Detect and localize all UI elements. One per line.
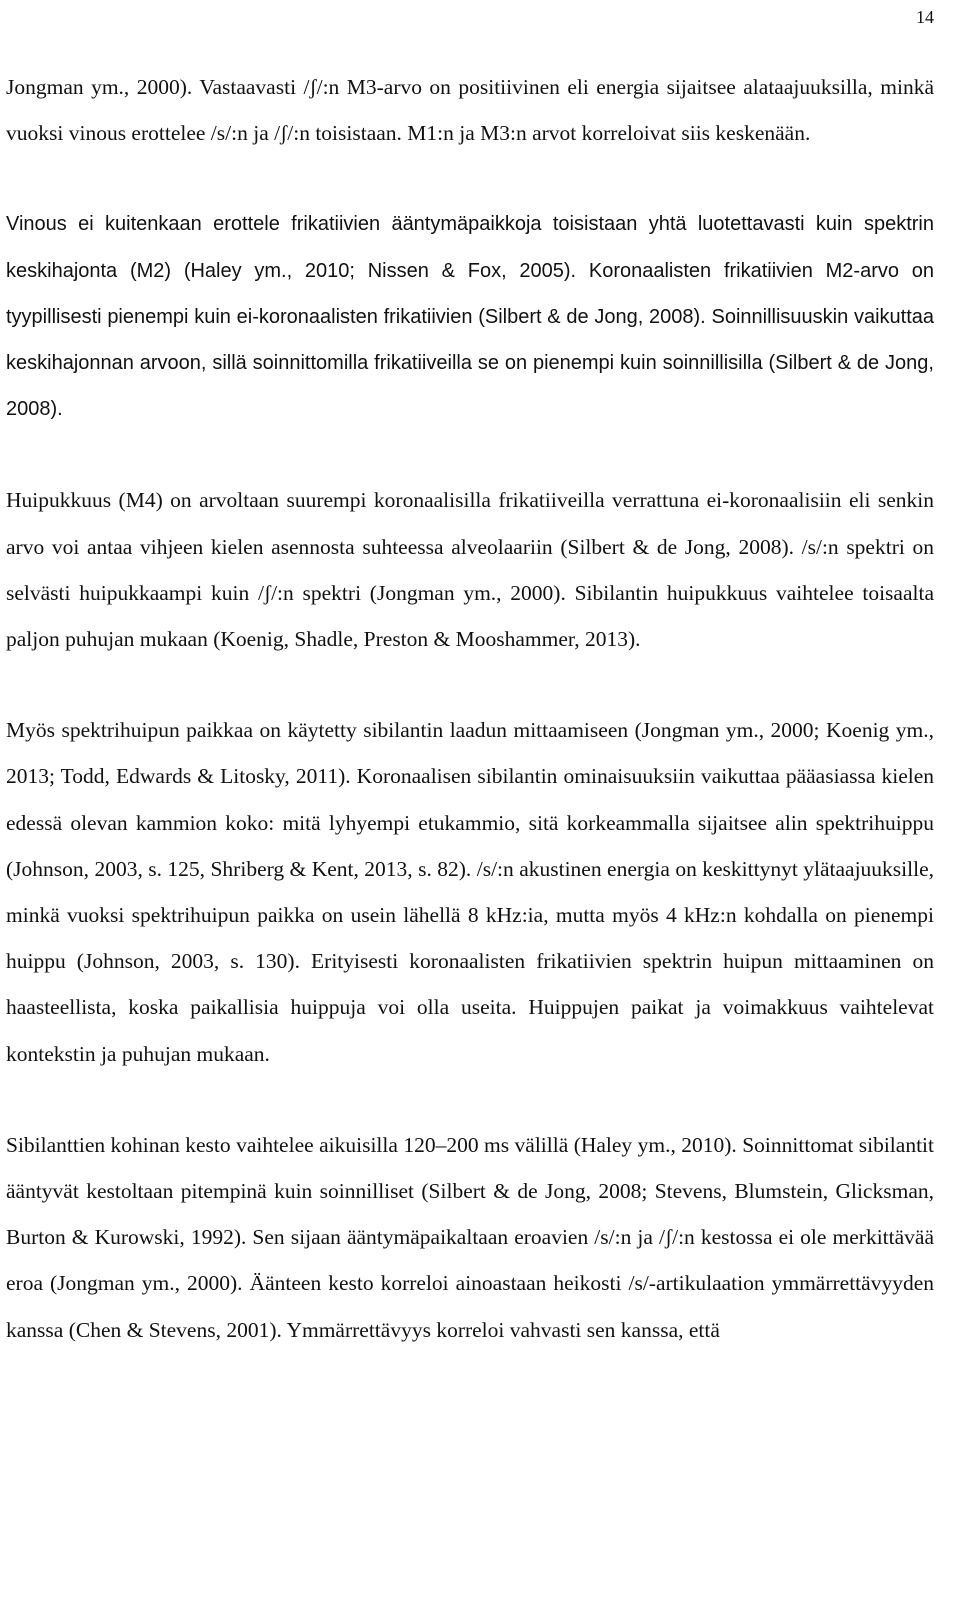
paragraph-noise-duration: Sibilanttien kohinan kesto vaihtelee aikuisilla 120–200 ms välillä (Haley ym., 2010). Soinnittomat sibilantit ääntyvät kestoltaan pitempinä kuin soinnilliset (Silbert & de Jong, 2008; Stevens, Blumstein, Glicksman, Burton & Kurowski, 1992). Sen sijaan ääntymäpaikaltaan eroavien /s/:n ja /ʃ/:n kestossa ei ole merkittävää eroa (Jongman ym., 2000). Äänteen kesto korreloi ainoastaan heikosti /s/-artikulaation ymmärrettävyyden kanssa (Chen & Stevens, 2001). Ymmärrettävyys korreloi vahvasti sen kanssa, että — [6, 1132, 934, 1342]
paragraph-m2-standard-deviation: Vinous ei kuitenkaan erottele frikatiivien ääntymäpaikkoja toisistaan yhtä luotettavasti kuin spektrin keskihajonta (M2) (Haley ym., 2010; Nissen & Fox, 2005). Koronaalisten frikatiivien M2-arvo on tyypillisesti pienempi kuin ei-koronaalisten frikatiivien (Silbert & de Jong, 2008). Soinnillisuuskin vaikuttaa keskihajonnan arvoon, sillä soinnittomilla frikatiiveilla se on pienempi kuin soinnillisilla (Silbert & de Jong, 2008). — [6, 213, 934, 421]
paragraph-m4-kurtosis: Huipukkuus (M4) on arvoltaan suurempi koronaalisilla frikatiiveilla verrattuna ei-koronaalisiin eli senkin arvo voi antaa vihjeen kielen asennosta suhteessa alveolaariin (Silbert & de Jong, 2008). /s/:n spektri on selvästi huipukkaampi kuin /ʃ/:n spektri (Jongman ym., 2000). Sibilantin huipukkuus vaihtelee toisaalta paljon puhujan mukaan (Koenig, Shadle, Preston & Mooshammer, 2013). — [6, 488, 934, 652]
body-text — [6, 64, 934, 1353]
paragraph-spectral-peak: Myös spektrihuipun paikkaa on käytetty sibilantin laadun mittaamiseen (Jongman ym., 2000; Koenig ym., 2013; Todd, Edwards & Litosky, 2011). Koronaalisen sibilantin ominaisuuksiin vaikuttaa pääasiassa kielen edessä olevan kammion koko: mitä lyhyempi etukammio, sitä korkeammalla sijaitsee alin spektrihuippu (Johnson, 2003, s. 125, Shriberg & Kent, 2013, s. 82). /s/:n akustinen energia on keskittynyt ylätaajuuksille, minkä vuoksi spektrihuipun paikka on usein lähellä 8 kHz:ia, mutta myös 4 kHz:n kohdalla on pienempi huippu (Johnson, 2003, s. 130). Erityisesti koronaalisten frikatiivien spektrin huipun mittaaminen on haasteellista, koska paikallisia huippuja voi olla useita. Huippujen paikat ja voimakkuus vaihtelevat kontekstin ja puhujan mukaan. — [6, 718, 934, 1066]
paragraph-m3-skewness: Jongman ym., 2000). Vastaavasti /ʃ/:n M3-arvo on positiivinen eli energia sijaitsee alataajuuksilla, minkä vuoksi vinous erottelee /s/:n ja /ʃ/:n toisistaan. M1:n ja M3:n arvot korreloivat siis keskenään. — [6, 75, 934, 146]
page-number: 14 — [916, 7, 934, 27]
